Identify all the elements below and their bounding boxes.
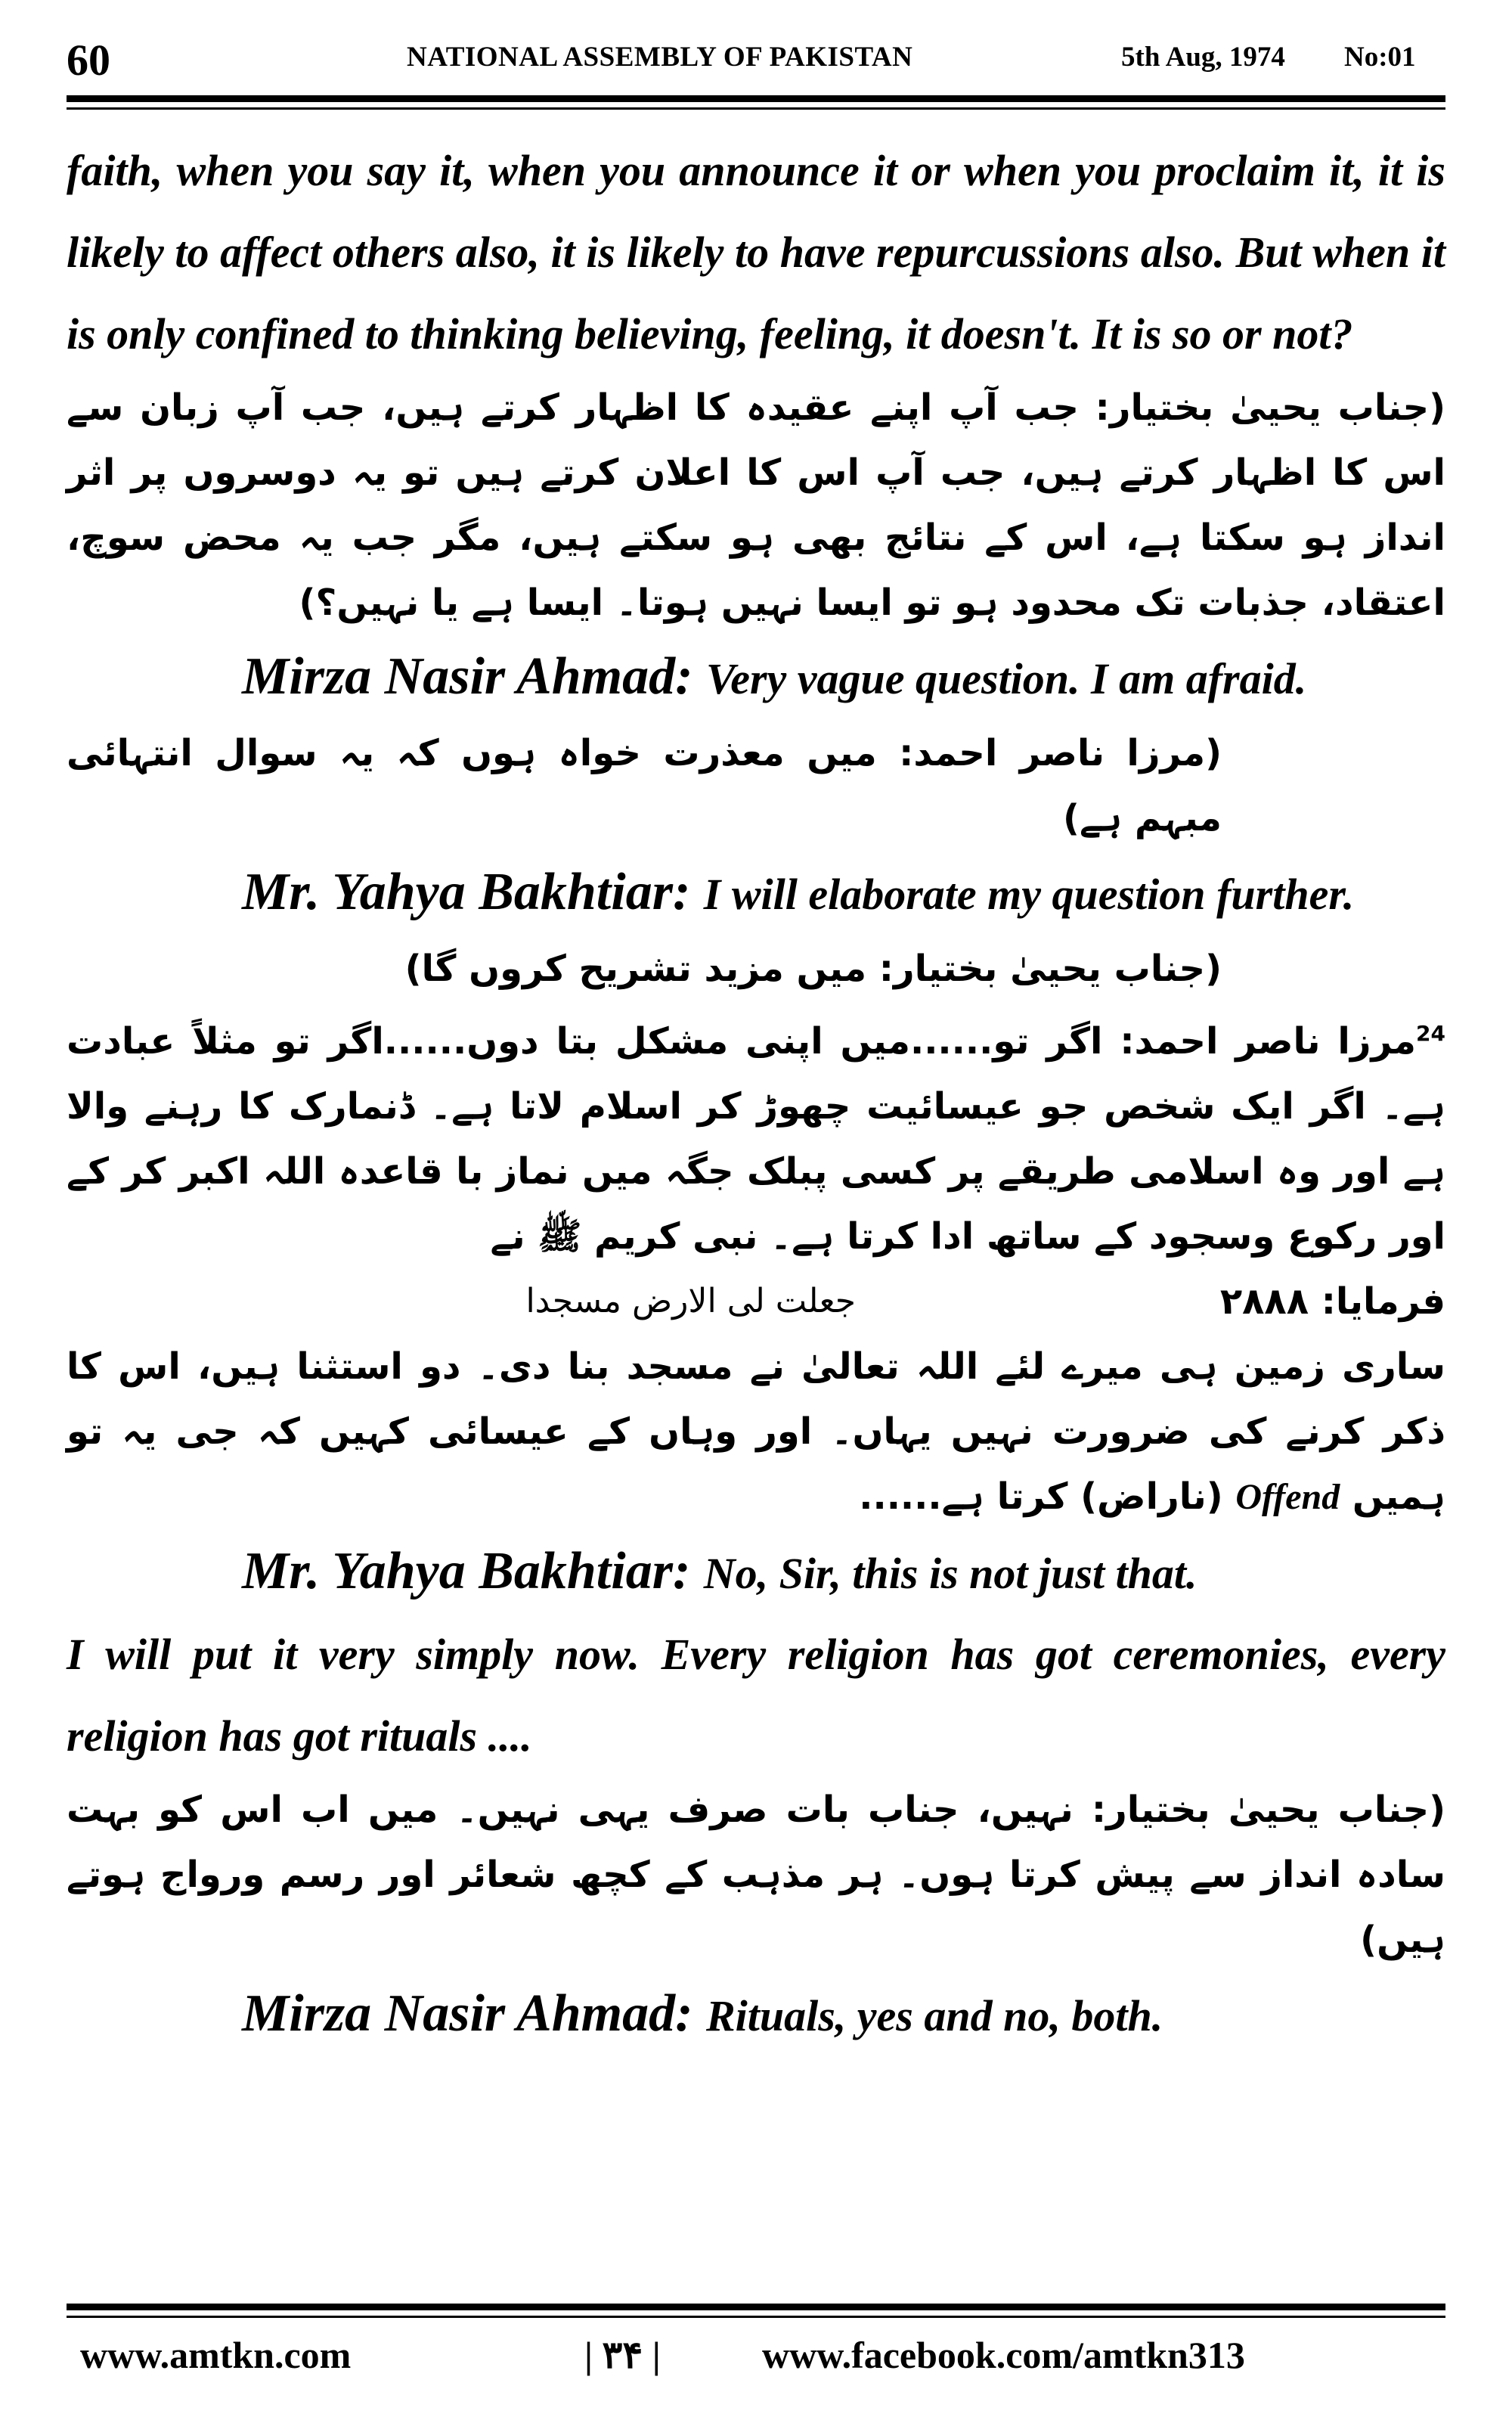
footer-website-link[interactable]: www.amtkn.com	[80, 2334, 352, 2376]
footer-facebook-link[interactable]: www.facebook.com/amtkn313	[762, 2334, 1245, 2376]
page-footer	[67, 2333, 1445, 2394]
speaker-name: Mirza Nasir Ahmad:	[242, 1984, 693, 2043]
header-rule-thick	[67, 95, 1445, 102]
urdu-paragraph-4	[67, 1001, 1445, 1269]
urdu-paragraph-1: (جناب یحییٰ بختیار: جب آپ اپنے عقیدہ کا اظہار کرتے ہیں، جب آپ زبان سے اس کا اظہار کرتے ہیں، جب آپ اس کا اعلان کرتے ہیں تو یہ دوسروں پر اثر انداز ہو سکتا ہے، اس کے نتائج بھی ہو سکتے ہیں، مگر جب یہ محض سوچ، اعتقاد، جذبات تک محدود ہو تو ایسا نہیں ہوتا۔ ایسا ہے یا نہیں؟)	[67, 386, 1445, 624]
speech-text: Very vague question. I am afraid.	[705, 654, 1307, 703]
urdu-paragraph-4-text: مرزا ناصر احمد: اگر تو......میں اپنی مشکل بتا دوں......اگر تو مثلاً عبادت ہے۔ اگر ایک شخص جو عیسائیت چھوڑ کر اسلام لاتا ہے۔ ڈنمارک کا رہنے والا ہے اور وہ اسلامی طریقے پر کسی پبلک جگہ میں نماز با قاعدہ اللہ اکبر کر کے اور رکوع وسجود کے ساتھ ادا کرتا ہے۔ نبی کریم ﷺ نے	[67, 1020, 1445, 1258]
footer-rule-thick	[67, 2304, 1445, 2310]
inline-english-word: Offend	[1235, 1477, 1340, 1517]
urdu-paragraph-5	[67, 1334, 1445, 1530]
speech-yahya-bakhtiar-1	[67, 851, 1445, 936]
speaker-name: Mr. Yahya Bakhtiar:	[242, 1542, 691, 1600]
speech-mirza-nasir-2	[67, 1972, 1445, 2058]
english-paragraph-1: faith, when you say it, when you announce it or when you proclaim it, it is likely to affect others also, it is likely to have repurcussions also. But when it is only confined to thinking believing, feeling, it doesn't. It is so or not?	[67, 146, 1445, 358]
header-title: NATIONAL ASSEMBLY OF PAKISTAN	[407, 42, 913, 73]
footer-rule-thin	[67, 2316, 1445, 2318]
speech-text: Rituals, yes and no, both.	[705, 1991, 1163, 2040]
urdu-paragraph-5-end: (ناراض) کرتا ہے......	[859, 1475, 1223, 1518]
english-paragraph-3: I will put it very simply now. Every religion has got ceremonies, every religion has got rituals ....	[67, 1630, 1445, 1761]
speech-text: No, Sir, this is not just that.	[703, 1549, 1198, 1598]
farmaya-reference: فرمایا: ۲۸۸۸	[1219, 1280, 1445, 1323]
speaker-name: Mirza Nasir Ahmad:	[242, 647, 693, 706]
hadith-quote-line	[67, 1269, 1445, 1334]
header-rule-thin	[67, 107, 1445, 110]
arabic-quote: جعلت لی الارض مسجدا	[525, 1282, 856, 1320]
page-content	[67, 130, 1445, 2058]
header-date: 5th Aug, 1974	[1121, 42, 1285, 73]
speech-mirza-nasir-1	[67, 635, 1445, 721]
page-header	[67, 30, 1445, 91]
footnote-marker: 24	[1416, 1021, 1445, 1046]
speech-yahya-bakhtiar-2	[67, 1530, 1445, 1615]
urdu-paragraph-2: (مرزا ناصر احمد: میں معذرت خواہ ہوں کہ یہ سوال انتہائی مبہم ہے)	[67, 732, 1222, 839]
urdu-paragraph-6: (جناب یحییٰ بختیار: نہیں، جناب بات صرف یہی نہیں۔ میں اب اس کو بہت سادہ انداز سے پیش کرتا ہوں۔ ہر مذہب کے کچھ شعائر اور رسم ورواج ہوتے ہیں)	[67, 1789, 1445, 1961]
urdu-paragraph-3: (جناب یحییٰ بختیار: میں مزید تشریح کروں گا)	[404, 948, 1222, 990]
speech-text: I will elaborate my question further.	[703, 870, 1355, 919]
speaker-name: Mr. Yahya Bakhtiar:	[242, 863, 691, 921]
footer-page-number: | ۳۴ |	[584, 2334, 661, 2376]
urdu-paragraph-5-text: ساری زمین ہی میرے لئے اللہ تعالیٰ نے مسجد بنا دی۔ دو استثنا ہیں، اس کا ذکر کرنے کی ضرورت نہیں یہاں۔ اور وہاں کے عیسائی کہیں کہ جی یہ تو ہمیں	[67, 1345, 1445, 1518]
header-issue-number: No:01	[1344, 42, 1416, 73]
page-number: 60	[67, 36, 110, 85]
